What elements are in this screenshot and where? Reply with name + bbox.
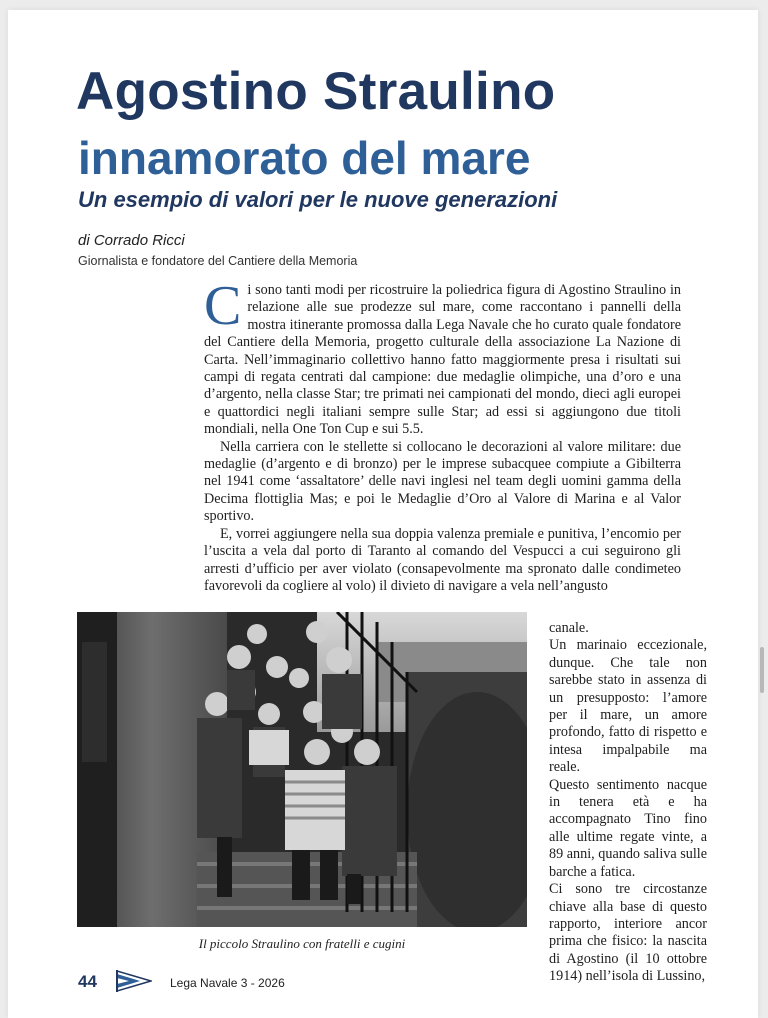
article-subtitle: Un esempio di valori per le nuove generazioni [78,187,558,212]
lega-navale-pennant-icon [116,970,152,997]
page-number: 44 [78,972,97,991]
scrollbar-thumb[interactable] [760,647,764,693]
author-byline: di Corrado Ricci [78,232,185,249]
drop-cap: C [204,275,242,337]
paragraph-1-text: i sono tanti modi per ricostruire la poliedrica figura di Agostino Straulino in relazione alle sue prodezze sul mare, come raccontano i pannelli della mostra itinerante promossa dalla Lega Navale che ho curato quale fondatore del Cantiere della Memoria, progetto culturale della associazione La Nazione di Carta. Nell’immaginario collettivo hanno fatto maggiormente presa i risultati sui campi di regata centrati dal campione: due medaglie olimpiche, una d’oro e una d’argento, nella classe Star; tre primati nei campionati del mondo, dieci agli europei e quattordici negli italiani sempre sulle Star; ad essi si aggiungono due titoli mondiali, nella One Ton Cup e sui 5.5. [204,282,681,438]
article-title: Agostino Straulino [76,62,556,121]
column-paragraph-1: Un marinaio eccezionale, dunque. Che tale non sarebbe stato in assenza di un presupposto: l’amore per il mare, un amore profondo, fatto di rispetto e intesa impalpabile ma reale. [549,637,707,776]
photo-caption: Il piccolo Straulino con fratelli e cugini [198,936,406,951]
children-on-stairs-photo [77,612,527,927]
article-body [204,275,681,595]
article-title-line2: innamorato del mare [78,132,531,184]
article-side-column [549,620,707,986]
paragraph-2: Nella carriera con le stellette si collocano le decorazioni al valore militare: due medaglie (d’argento e di bronzo) per le imprese subacquee compiute a Gibilterra nel 1941 come ‘assaltatore’ delle navi inglesi nel team degli uomini gamma della Decima flottiglia Mas; e poi le Medaglie d’Oro al Valore di Marina e al Valor sportivo. [204,438,681,525]
paragraph-3: E, vorrei aggiungere nella sua doppia valenza premiale e punitiva, l’encomio per l’uscita a vela dal porto di Taranto al comando del Vespucci a cui seguirono gli arresti d’ufficio per aver violato (consapevolmente ma spronato dalle condimeteo favorevoli da cogliere al volo) il divieto di navigare a vela nell’angusto [204,525,681,594]
column-paragraph-3: Ci sono tre circostanze chiave alla base di questo rapporto, interiore ancor prima che fisico: la nascita di Agostino (il 10 ottobre 1914) nell’isola di Lussino, [549,881,707,985]
author-role: Giornalista e fondatore del Cantiere della Memoria [78,254,358,268]
paragraph-1 [204,275,681,439]
article-photo [77,612,527,927]
column-line-canale: canale. [549,620,589,636]
publication-footer: Lega Navale 3 - 2026 [170,976,285,990]
column-paragraph-2: Questo sentimento nacque in tenera età e ha accompagnato Tino fino alle ultime regate vinte, a 89 anni, quando saliva sulle barche a fatica. [549,776,708,880]
